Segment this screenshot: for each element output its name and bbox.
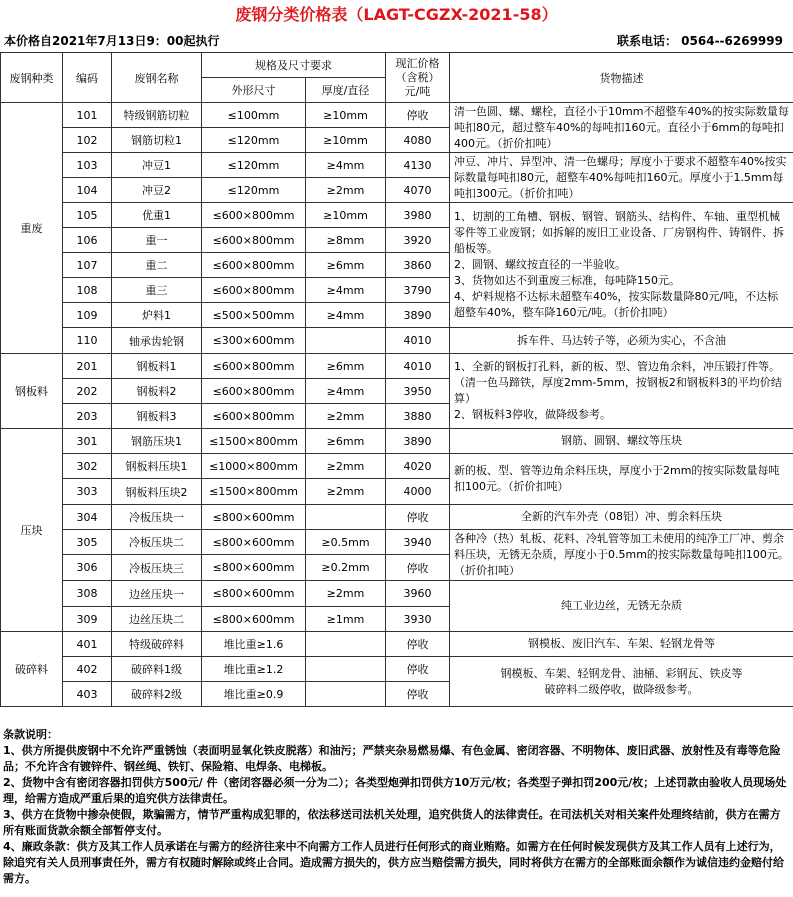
price-cell: 3890 bbox=[386, 303, 450, 328]
header-desc: 货物描述 bbox=[450, 53, 793, 103]
code-cell: 402 bbox=[63, 657, 112, 682]
price-cell: 3890 bbox=[386, 429, 450, 454]
outer-cell: ≤600×800mm bbox=[202, 404, 306, 429]
description-cell: 冲豆、冲片、异型冲、清一色螺母；厚度小于要求不超整车40%按实际数量每吨扣80元，超整车40%每吨扣160元。厚度小于1.5mm每吨扣300元。（折价扣吨） bbox=[450, 153, 793, 203]
name-cell: 冷板压块一 bbox=[112, 505, 202, 530]
term-4: 4、廉政条款：供方及其工作人员承诺在与需方的经济往来中不向需方工作人员进行任何形式的商业贿赂。如需方在任何时候发现供方及其工作人员有上述行为，除追究有关人员刑事责任外，需方有权随时解除或终止合同。造成需方损失的，供方应当赔偿需方损失，同时将供方在需方的全部账面余额作为诚信违约金赔付给需方。 bbox=[3, 840, 784, 885]
name-cell: 边丝压块一 bbox=[112, 581, 202, 607]
subheader bbox=[0, 30, 793, 52]
thick-cell: ≥2mm bbox=[306, 178, 386, 203]
name-cell: 边丝压块二 bbox=[112, 607, 202, 632]
name-cell: 钢板料压块2 bbox=[112, 479, 202, 505]
header-category: 废钢种类 bbox=[1, 53, 63, 103]
outer-cell: ≤1500×800mm bbox=[202, 429, 306, 454]
name-cell: 冲豆2 bbox=[112, 178, 202, 203]
category-cell: 压块 bbox=[1, 429, 63, 632]
outer-cell: ≤600×800mm bbox=[202, 253, 306, 278]
thick-cell: ≥2mm bbox=[306, 581, 386, 607]
code-cell: 309 bbox=[63, 607, 112, 632]
code-cell: 303 bbox=[63, 479, 112, 505]
table-row bbox=[1, 454, 793, 479]
outer-cell: ≤800×600mm bbox=[202, 505, 306, 530]
name-cell: 钢板料2 bbox=[112, 379, 202, 404]
code-cell: 106 bbox=[63, 228, 112, 253]
outer-cell: ≤600×800mm bbox=[202, 228, 306, 253]
price-cell: 3930 bbox=[386, 607, 450, 632]
table-row bbox=[1, 103, 793, 128]
term-1: 1、供方所提供废钢中不允许严重锈蚀（表面明显氧化铁皮脱落）和油污；严禁夹杂易燃易爆、有色金属、密闭容器、不明物体、废旧武器、放射性及有毒等危险品；不允许含有镀锌件、钢丝绳、铁钉、保险箱、电焊条、电梯板。 bbox=[3, 744, 781, 773]
thick-cell: ≥6mm bbox=[306, 354, 386, 379]
description-cell: 1、切割的工角槽、钢板、钢管、钢筋头、结构件、车轴、重型机械零件等工业废钢；如拆解的废旧工业设备、厂房钢构件、铸钢件、拆船板等。 2、圆钢、螺纹按直径的一半验收。 3、货物如达不到重废三标准，每吨降150元。 4、炉料规格不达标未超整车40%，按实际数量降80元/吨，不达标超整车40%，整车降160元/吨。（折价扣吨） bbox=[450, 203, 793, 328]
category-cell: 重废 bbox=[1, 103, 63, 354]
table-row bbox=[1, 657, 793, 682]
name-cell: 钢板料3 bbox=[112, 404, 202, 429]
price-cell: 4070 bbox=[386, 178, 450, 203]
price-cell: 停收 bbox=[386, 657, 450, 682]
name-cell: 炉料1 bbox=[112, 303, 202, 328]
thick-cell: ≥2mm bbox=[306, 454, 386, 479]
price-cell: 停收 bbox=[386, 103, 450, 128]
header-price-line1: 现汇价格 bbox=[395, 56, 440, 70]
thick-cell: ≥4mm bbox=[306, 303, 386, 328]
description-cell: 纯工业边丝，无锈无杂质 bbox=[450, 581, 793, 632]
table-row bbox=[1, 203, 793, 228]
outer-cell: ≤120mm bbox=[202, 128, 306, 153]
outer-cell: ≤300×600mm bbox=[202, 328, 306, 354]
outer-cell: ≤1500×800mm bbox=[202, 479, 306, 505]
code-cell: 110 bbox=[63, 328, 112, 354]
table-row bbox=[1, 530, 793, 555]
name-cell: 重三 bbox=[112, 278, 202, 303]
price-cell: 3790 bbox=[386, 278, 450, 303]
outer-cell: ≤800×600mm bbox=[202, 607, 306, 632]
code-cell: 102 bbox=[63, 128, 112, 153]
code-cell: 202 bbox=[63, 379, 112, 404]
table-row bbox=[1, 581, 793, 607]
thick-cell: ≥2mm bbox=[306, 404, 386, 429]
name-cell: 特级破碎料 bbox=[112, 632, 202, 657]
code-cell: 302 bbox=[63, 454, 112, 479]
code-cell: 304 bbox=[63, 505, 112, 530]
thick-cell: ≥4mm bbox=[306, 379, 386, 404]
code-cell: 105 bbox=[63, 203, 112, 228]
thick-cell: ≥4mm bbox=[306, 153, 386, 178]
thick-cell: ≥10mm bbox=[306, 203, 386, 228]
terms-heading: 条款说明： bbox=[3, 728, 58, 741]
name-cell: 特级钢筋切粒 bbox=[112, 103, 202, 128]
outer-cell: ≤600×800mm bbox=[202, 379, 306, 404]
outer-cell: ≤500×500mm bbox=[202, 303, 306, 328]
code-cell: 103 bbox=[63, 153, 112, 178]
name-cell: 冲豆1 bbox=[112, 153, 202, 178]
effective-date: 本价格自2021年7月13日9：00起执行 bbox=[4, 34, 220, 48]
code-cell: 104 bbox=[63, 178, 112, 203]
header-price-line3: 元/吨 bbox=[404, 84, 431, 98]
thick-cell bbox=[306, 632, 386, 657]
price-cell: 3960 bbox=[386, 581, 450, 607]
header-name: 废钢名称 bbox=[112, 53, 202, 103]
thick-cell bbox=[306, 657, 386, 682]
thick-cell: ≥6mm bbox=[306, 429, 386, 454]
table-row bbox=[1, 632, 793, 657]
price-cell: 停收 bbox=[386, 682, 450, 707]
code-cell: 306 bbox=[63, 555, 112, 581]
outer-cell: ≤600×800mm bbox=[202, 354, 306, 379]
price-cell: 3860 bbox=[386, 253, 450, 278]
code-cell: 308 bbox=[63, 581, 112, 607]
description-cell: 钢模板、废旧汽车、车架、轻钢龙骨等 bbox=[450, 632, 793, 657]
description-cell: 拆车件、马达转子等，必须为实心，不含油 bbox=[450, 328, 793, 354]
code-cell: 201 bbox=[63, 354, 112, 379]
thick-cell bbox=[306, 682, 386, 707]
code-cell: 403 bbox=[63, 682, 112, 707]
price-cell: 3940 bbox=[386, 530, 450, 555]
term-3: 3、供方在货物中掺杂使假，欺骗需方，情节严重构成犯罪的，依法移送司法机关处理，追究供货人的法律责任。在司法机关对相关案件处理终结前，供方在需方所有账面货款余额全部暂停支付。 bbox=[3, 808, 781, 837]
table-row bbox=[1, 429, 793, 454]
outer-cell: ≤800×600mm bbox=[202, 555, 306, 581]
price-cell: 停收 bbox=[386, 632, 450, 657]
name-cell: 破碎料2级 bbox=[112, 682, 202, 707]
table-row bbox=[1, 505, 793, 530]
thick-cell: ≥10mm bbox=[306, 128, 386, 153]
category-cell: 钢板料 bbox=[1, 354, 63, 429]
code-cell: 301 bbox=[63, 429, 112, 454]
price-table bbox=[0, 52, 793, 707]
header-spec: 规格及尺寸要求 bbox=[202, 53, 386, 78]
description-cell: 新的板、型、管等边角余料压块，厚度小于2mm的按实际数量每吨扣100元。（折价扣吨） bbox=[450, 454, 793, 505]
outer-cell: 堆比重≥1.2 bbox=[202, 657, 306, 682]
name-cell: 冷板压块三 bbox=[112, 555, 202, 581]
price-cell: 停收 bbox=[386, 555, 450, 581]
thick-cell: ≥8mm bbox=[306, 228, 386, 253]
name-cell: 冷板压块二 bbox=[112, 530, 202, 555]
thick-cell: ≥10mm bbox=[306, 103, 386, 128]
code-cell: 101 bbox=[63, 103, 112, 128]
name-cell: 破碎料1级 bbox=[112, 657, 202, 682]
price-cell: 4010 bbox=[386, 354, 450, 379]
thick-cell bbox=[306, 328, 386, 354]
outer-cell: ≤1000×800mm bbox=[202, 454, 306, 479]
header-price bbox=[386, 53, 450, 103]
price-cell: 停收 bbox=[386, 505, 450, 530]
description-cell: 钢模板、车架、轻钢龙骨、油桶、彩钢瓦、铁皮等 破碎料二级停收，做降级参考。 bbox=[450, 657, 793, 707]
price-cell: 3950 bbox=[386, 379, 450, 404]
table-row bbox=[1, 328, 793, 354]
description-cell: 1、全新的钢板打孔料，新的板、型、管边角余料，冲压锻打件等。（清一色马蹄铁，厚度2mm-5mm，按钢板2和钢板料3的平均价结算） 2、钢板料3停收，做降级参考。 bbox=[450, 354, 793, 429]
name-cell: 重二 bbox=[112, 253, 202, 278]
price-cell: 4020 bbox=[386, 454, 450, 479]
thick-cell: ≥0.5mm bbox=[306, 530, 386, 555]
outer-cell: ≤800×600mm bbox=[202, 530, 306, 555]
thick-cell bbox=[306, 505, 386, 530]
table-row bbox=[1, 153, 793, 178]
code-cell: 107 bbox=[63, 253, 112, 278]
outer-cell: ≤600×800mm bbox=[202, 278, 306, 303]
description-cell: 钢筋、圆钢、螺纹等压块 bbox=[450, 429, 793, 454]
thick-cell: ≥1mm bbox=[306, 607, 386, 632]
price-cell: 3980 bbox=[386, 203, 450, 228]
price-cell: 3920 bbox=[386, 228, 450, 253]
category-cell: 破碎料 bbox=[1, 632, 63, 707]
outer-cell: ≤100mm bbox=[202, 103, 306, 128]
name-cell: 轴承齿轮钢 bbox=[112, 328, 202, 354]
outer-cell: ≤120mm bbox=[202, 153, 306, 178]
name-cell: 钢筋切粒1 bbox=[112, 128, 202, 153]
price-cell: 3880 bbox=[386, 404, 450, 429]
term-2: 2、货物中含有密闭容器扣罚供方500元/ 件（密闭容器必须一分为二）；各类型炮弹扣罚供方10万元/枚；各类型子弹扣罚200元/枚；上述罚款由验收人员现场处理，给需方造成严重后果的追究供方法律责任。 bbox=[3, 776, 787, 805]
table-row bbox=[1, 354, 793, 379]
thick-cell: ≥6mm bbox=[306, 253, 386, 278]
outer-cell: ≤120mm bbox=[202, 178, 306, 203]
page-title: 废钢分类价格表（LAGT-CGZX-2021-58） bbox=[235, 5, 558, 24]
name-cell: 优重1 bbox=[112, 203, 202, 228]
contact-phone: 联系电话： 0564--6269999 bbox=[617, 34, 783, 48]
description-cell: 清一色圆、螺、螺栓，直径小于10mm不超整车40%的按实际数量每吨扣80元，超过整车40%的每吨扣160元。直径小于6mm的每吨扣400元。（折价扣吨） bbox=[450, 103, 793, 153]
header-code: 编码 bbox=[63, 53, 112, 103]
thick-cell: ≥4mm bbox=[306, 278, 386, 303]
thick-cell: ≥0.2mm bbox=[306, 555, 386, 581]
price-cell: 4010 bbox=[386, 328, 450, 354]
outer-cell: ≤600×800mm bbox=[202, 203, 306, 228]
description-cell: 各种冷（热）轧板、花料、冷轧管等加工未使用的纯净工厂冲、剪余料压块，无锈无杂质，厚度小于0.5mm的按实际数量每吨扣100元。（折价扣吨） bbox=[450, 530, 793, 581]
name-cell: 重一 bbox=[112, 228, 202, 253]
outer-cell: 堆比重≥1.6 bbox=[202, 632, 306, 657]
code-cell: 108 bbox=[63, 278, 112, 303]
outer-cell: 堆比重≥0.9 bbox=[202, 682, 306, 707]
name-cell: 钢筋压块1 bbox=[112, 429, 202, 454]
code-cell: 109 bbox=[63, 303, 112, 328]
terms bbox=[3, 727, 789, 887]
name-cell: 钢板料1 bbox=[112, 354, 202, 379]
code-cell: 401 bbox=[63, 632, 112, 657]
price-cell: 4080 bbox=[386, 128, 450, 153]
thick-cell: ≥2mm bbox=[306, 479, 386, 505]
outer-cell: ≤800×600mm bbox=[202, 581, 306, 607]
header-price-line2: （含税） bbox=[395, 70, 440, 84]
header-thick: 厚度/直径 bbox=[306, 78, 386, 103]
price-cell: 4130 bbox=[386, 153, 450, 178]
price-cell: 4000 bbox=[386, 479, 450, 505]
name-cell: 钢板料压块1 bbox=[112, 454, 202, 479]
description-cell: 全新的汽车外壳（08铝）冲、剪余料压块 bbox=[450, 505, 793, 530]
code-cell: 305 bbox=[63, 530, 112, 555]
code-cell: 203 bbox=[63, 404, 112, 429]
header-outer: 外形尺寸 bbox=[202, 78, 306, 103]
